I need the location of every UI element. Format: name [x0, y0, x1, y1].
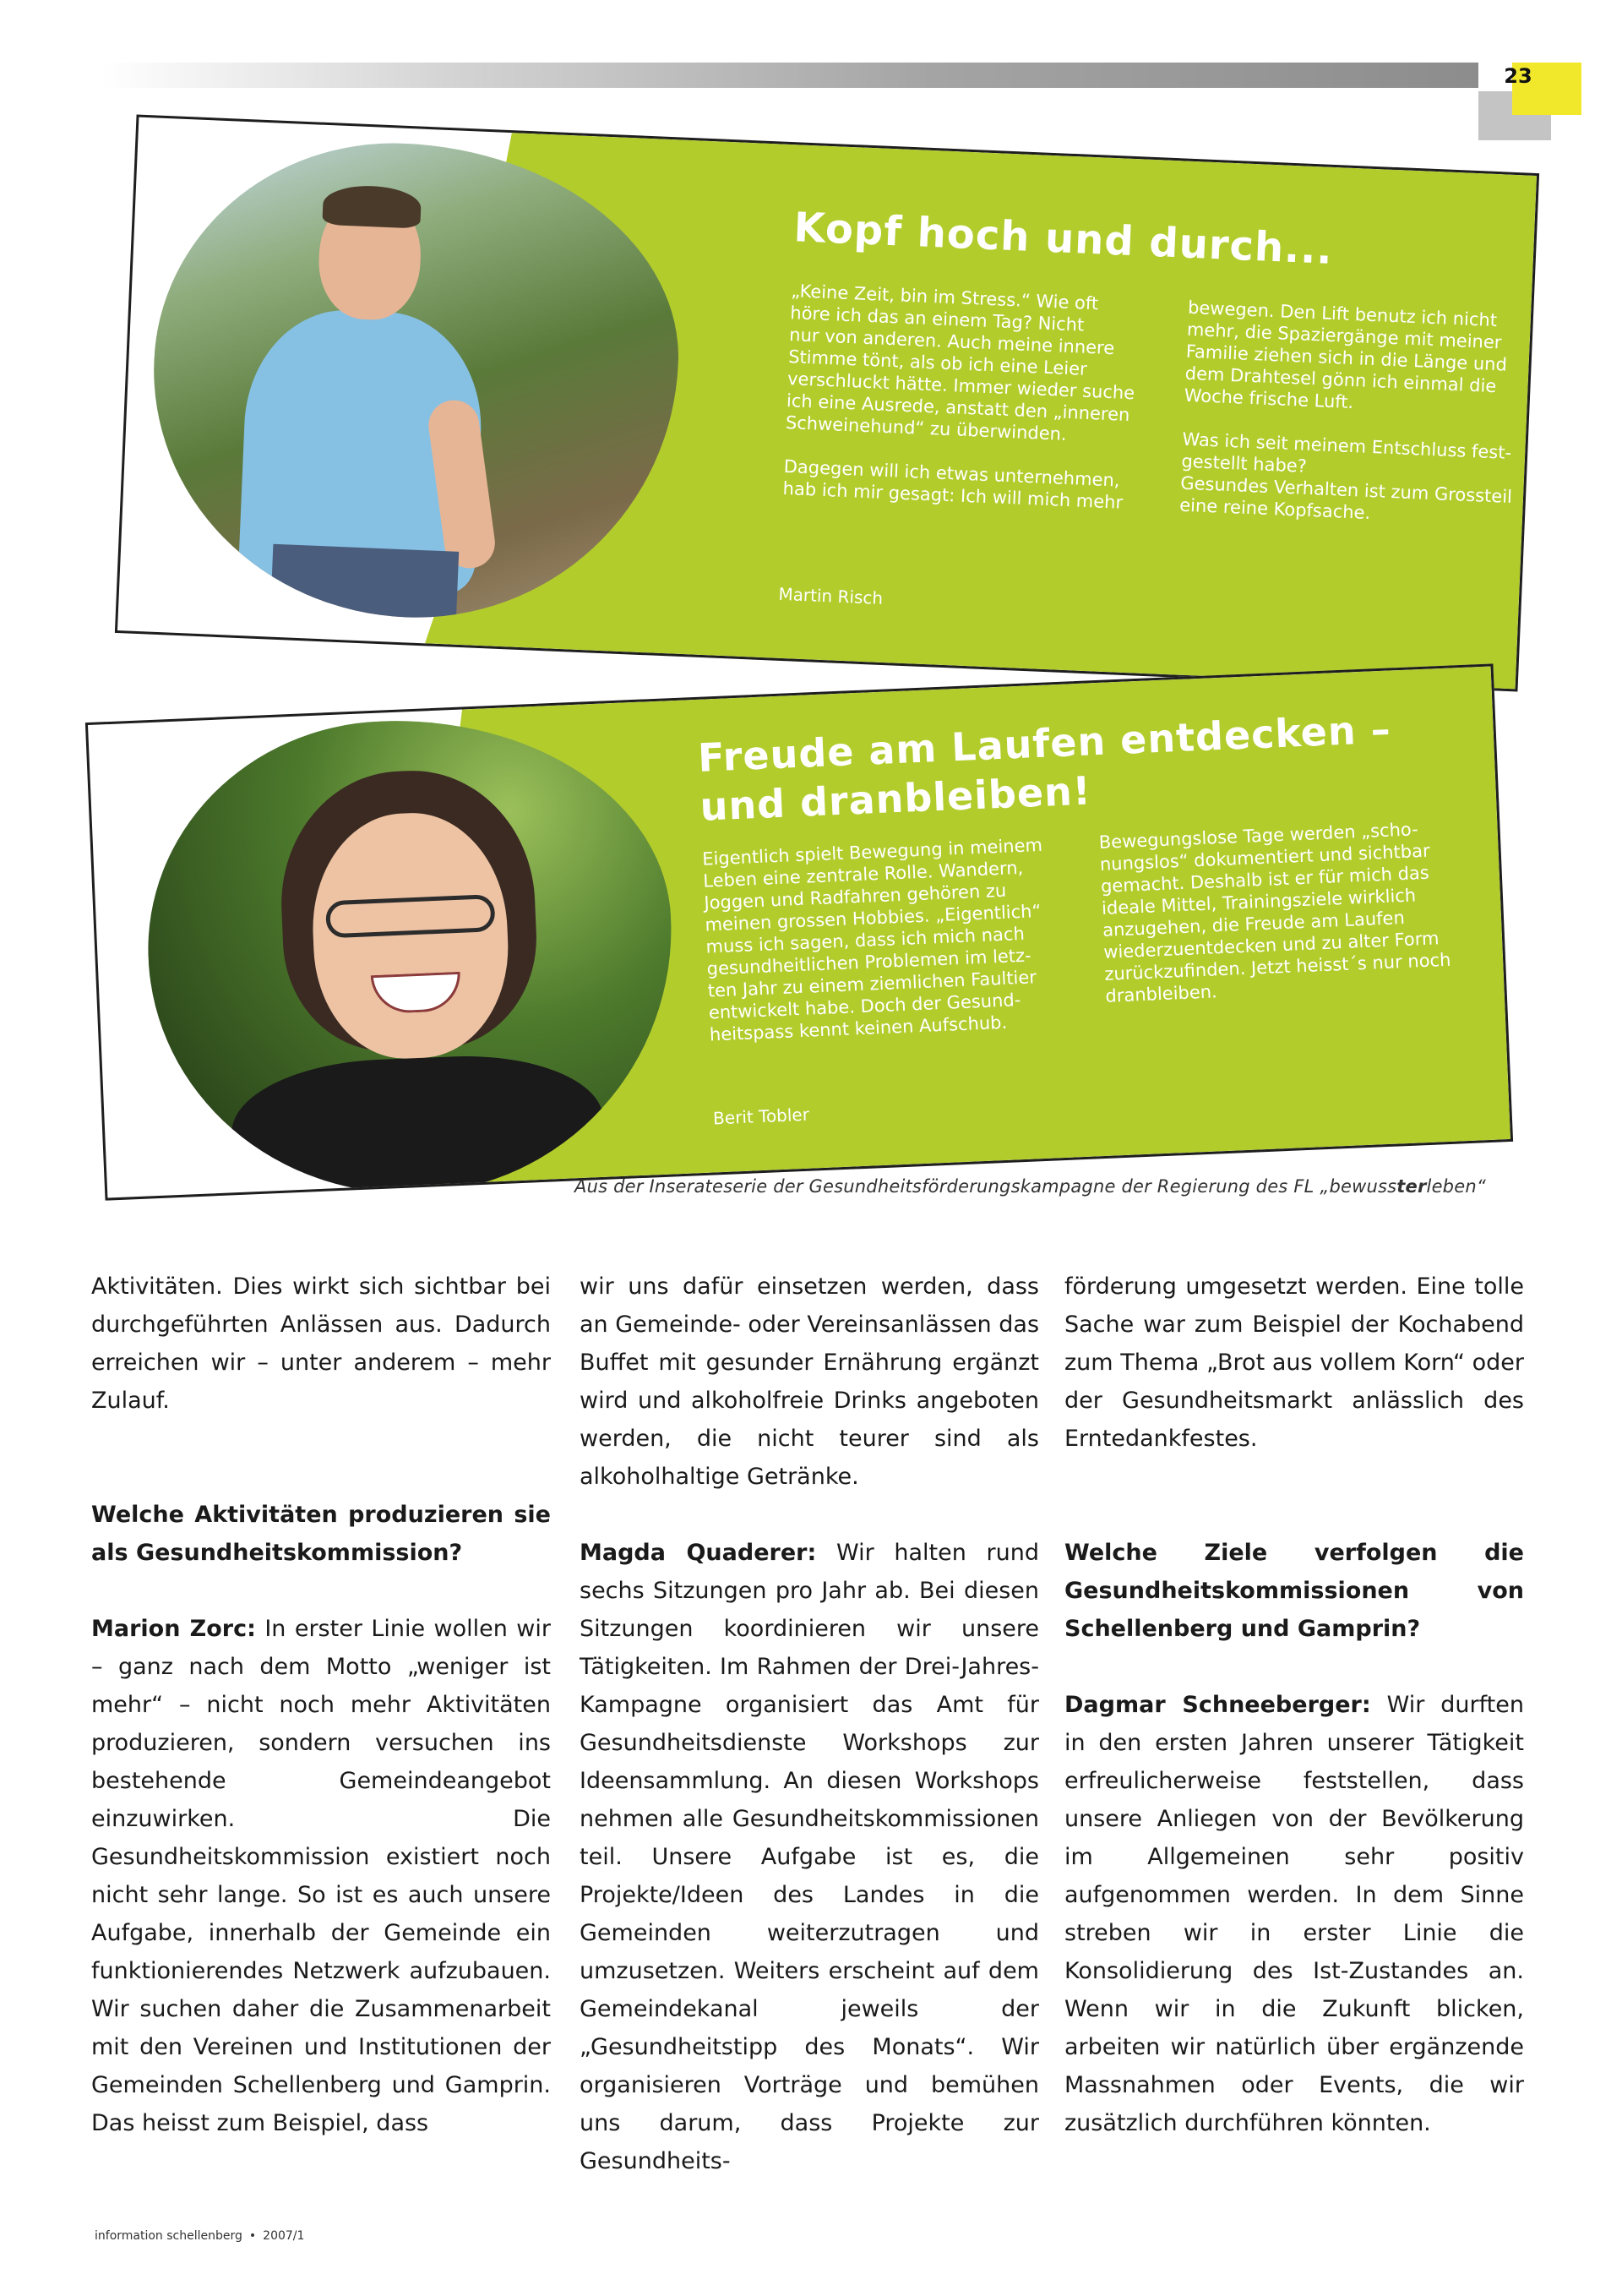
speaker-name: Marion Zorc:: [91, 1616, 256, 1642]
answer-text: Wir halten rund sechs Sitzungen pro Jahr ab. Bei diesen Sitzungen koordinieren wir unsere Tätigkeiten. Im Rahmen der Drei-Jahres-Kampagne organisiert das Amt für Gesundheitsdienste Workshops zur Ideensammlung. An diesen Workshops nehmen alle Gesundheitskommissionen teil. Unsere Aufgabe ist es, die Projekte/Ideen des Landes in die Gemeinden weiterzutragen und umzusetzen. Weiters erscheint auf dem Gemeindekanal jeweils der „Gesundheitstipp des Monats“. Wir organisieren Vorträge und bemühen uns darum, dass Projekte zur Gesundheits-: [580, 1540, 1040, 2174]
caption-end: leben“: [1426, 1176, 1486, 1197]
header-gradient-bar: [101, 63, 1487, 88]
paragraph-spacer: [1064, 1648, 1524, 1686]
photo-jeans: [270, 544, 460, 628]
page-number: 23: [1504, 64, 1532, 88]
caption-highlight: ter: [1396, 1176, 1427, 1197]
answer-text: In erster Linie wollen wir – ganz nach dem Motto „weniger ist mehr“ – nicht noch mehr Aktivitäten produzieren, sondern versuchen ins bestehende Gemeindeangebot einzuwirken. Die Gesundheitskommission existiert noch nicht sehr lange. So ist es auch unsere Aufgabe, innerhalb der Gemeinde ein funktionierendes Netzwerk aufzubauen. Wir suchen daher die Zusammenarbeit mit den Vereinen und Institutionen der Gemeinden Schellenberg und Gamprin. Das heisst zum Beispiel, dass: [91, 1616, 551, 2136]
ad-author: Berit Tobler: [712, 1104, 810, 1129]
ad-title: Freude am Laufen entdecken – und dranbleiben!: [697, 706, 1392, 830]
paragraph-spacer: [91, 1572, 551, 1610]
interview-answer: [91, 1610, 551, 2142]
paragraph: förderung umgesetzt werden. Eine tolle Sache war zum Beispiel der Kochabend zum Thema „Brot aus vollem Korn“ oder der Gesundheitsmarkt anlässlich des Erntedankfestes.: [1064, 1273, 1524, 1452]
article-column-3: [1064, 1268, 1524, 2142]
footer-issue: 2007/1: [263, 2229, 305, 2243]
footer-separator: •: [248, 2229, 257, 2243]
page-footer: [91, 2229, 308, 2243]
ad-caption: [574, 1176, 1512, 1197]
interview-question: Welche Ziele verfolgen die Gesundheitskommissionen von Schellenberg und Gamprin?: [1064, 1540, 1524, 1642]
interview-answer: [1064, 1686, 1524, 2142]
interview-question: Welche Aktivitäten produzieren sie als Gesundheitskommission?: [91, 1502, 551, 1566]
article-column-1: [91, 1268, 551, 2142]
speaker-name: Magda Quaderer:: [580, 1540, 817, 1566]
ad-text-column-left: Eigentlich spielt Bewegung in meinem Leben eine zentrale Rolle. Wandern, Joggen und Radfahren gehören zu meinen grossen Hobbies. „Eigentlich“ muss ich sagen, dass ich mich nach gesundheitlichen Problemen im letz- ten Jahr zu einem ziemlichen Faultier entwickelt habe. Doch der Gesund- heitspass kennt keinen Aufschub.: [701, 834, 1043, 1045]
article-column-2: [580, 1268, 1039, 2180]
ad-author: Martin Risch: [777, 583, 884, 608]
paragraph-spacer: [580, 1496, 1039, 1534]
photo-berit-tobler: [139, 710, 682, 1201]
ad-title: Kopf hoch und durch...: [792, 204, 1334, 274]
photo-glasses: [325, 894, 496, 938]
ad-text-column-left: „Keine Zeit, bin im Stress.“ Wie oft höre ich das an einem Tag? Nicht nur von anderen. Auch meine innere Stimme tönt, als ob ich eine Leier verschluckt hätte. Immer wieder suche ich eine Ausrede, anstatt den „inneren Schweinehund“ zu überwinden. Dagegen will ich etwas unternehmen, hab ich mir gesagt: Ich will mich mehr: [782, 281, 1135, 513]
paragraph-spacer: [91, 1420, 551, 1458]
paragraph: Aktivitäten. Dies wirkt sich sichtbar bei durchgeführten Anlässen aus. Dadurch erreichen wir – unter anderem – mehr Zulauf.: [91, 1273, 551, 1414]
footer-publication: information schellenberg: [95, 2229, 242, 2243]
ad-text-column-right: Bewegungslose Tage werden „scho- nungslos“ dokumentiert und sichtbar gemacht. Deshalb ist er für mich das ideale Mittel, Trainingsziele wirklich anzugehen, die Freude am Laufen wiederzuentdecken und zu alter Form zurückzufinden. Jetzt heisst´s nur noch dranbleiben.: [1098, 819, 1451, 1006]
photo-martin-risch: [144, 134, 687, 628]
speaker-name: Dagmar Schneeberger:: [1064, 1692, 1371, 1718]
ad-text-column-right: bewegen. Den Lift benutz ich nicht mehr, die Spaziergänge mit meiner Familie ziehen sich in die Länge und dem Drahtesel gönn ich einmal die Woche frische Luft. Was ich seit meinem Entschluss fest- gestellt habe? Gesundes Verhalten ist zum Grossteil eine reine Kopfsache.: [1178, 297, 1513, 524]
ad-card-martin: [115, 114, 1539, 691]
ad-card-berit: [85, 663, 1513, 1200]
caption-text: Aus der Inserateserie der Gesundheitsförderungskampagne der Regierung des FL „bewuss: [574, 1176, 1397, 1197]
paragraph: wir uns dafür einsetzen werden, dass an Gemeinde- oder Vereinsanlässen das Buffet mit gesunder Ernährung ergänzt wird und alkoholfreie Drinks angeboten werden, die nicht teurer sind als alkoholhaltige Getränke.: [580, 1273, 1040, 1490]
interview-answer: [580, 1534, 1039, 2180]
paragraph-spacer: [1064, 1458, 1524, 1496]
answer-text: Wir durften in den ersten Jahren unserer Tätigkeit erfreulicherweise feststellen, dass unsere Anliegen von der Bevölkerung im Allgemeinen sehr positiv aufgenommen werden. In dem Sinne streben wir in erster Linie die Konsolidierung des Ist-Zustandes an. Wenn wir in die Zukunft blicken, arbeiten wir natürlich über ergänzende Massnahmen oder Events, die wir zusätzlich durchführen könnten.: [1064, 1692, 1524, 2136]
